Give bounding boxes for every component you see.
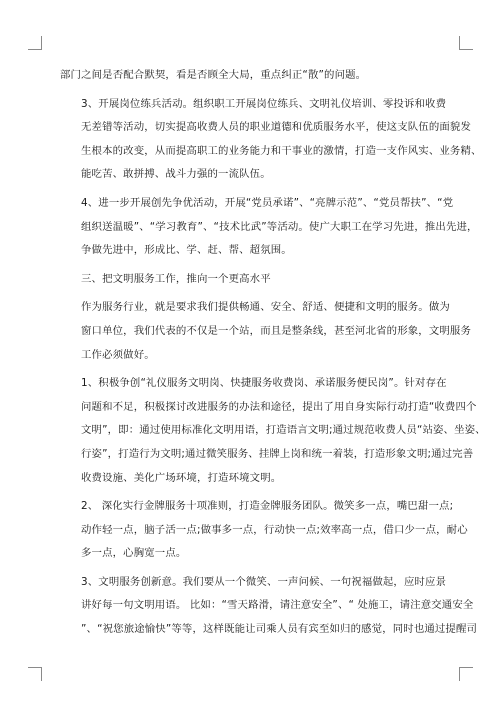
text-line: 作为服务行业，就是要求我们提供畅通、安全、舒适、便捷和文明的服务。做为	[81, 301, 450, 314]
text-line: 能吃苦、敢拼搏、战斗力强的一流队伍。	[81, 168, 271, 181]
text-line: 讲好每一句文明用语。 比如：“雪天路滑，请注意安全”、“ 处施工，请注意交通安全	[81, 599, 474, 612]
text-line: 4、进一步开展创先争优活动，开展“党员承诺”、“亮牌示范”、“党员帮扶”、“党	[81, 196, 454, 209]
document-body	[60, 64, 486, 647]
text-line: 动作轻一点，脑子活一点;做事多一点，行动快一点;效率高一点，借口少一点，耐心	[81, 523, 468, 536]
text-line: 行姿”，打造行为文明;通过微笑服务、挂牌上岗和统一着装，打造形象文明;通过完善	[81, 447, 474, 460]
text-line: 2、 深化实行金牌服务十项准则，打造金牌服务团队。微笑多一点，嘴巴甜一点;	[81, 500, 454, 513]
text-line: 生根本的改变，从而提高职工的业务能力和干事业的激情，打造一支作风实、业务精、	[81, 144, 482, 157]
text-line: 文明”，即：通过使用标准化文明用语，打造语言文明;通过规范收费人员“站姿、坐姿、	[81, 424, 486, 437]
paragraph	[60, 192, 478, 263]
paragraph	[60, 495, 468, 566]
text-line: 部门之间是否配合默契，看是否顾全大局，重点纠正“散”的问题。	[60, 69, 367, 81]
text-line: 多一点，心胸宽一点。	[81, 547, 187, 560]
paragraph	[60, 571, 478, 642]
paragraph	[60, 268, 443, 292]
text-line: 1、积极争创“礼仪服务文明岗、快捷服务收费岗、承诺服务便民岗”。针对存在	[81, 377, 447, 390]
crop-mark-top-left	[28, 36, 42, 50]
paragraph	[60, 93, 482, 187]
text-line: 3、文明服务创新意。我们要从一个微笑、一声问候、一句祝福做起，应时应景	[81, 575, 447, 588]
paragraph	[60, 372, 486, 490]
text-line: 工作必须做好。	[81, 348, 155, 361]
text-line: 3、开展岗位练兵活动。组织职工开展岗位练兵、文明礼仪培训、零投诉和收费	[81, 97, 447, 110]
text-line: ”、“祝您旅途愉快”等等，这样既能让司乘人员有宾至如归的感觉，同时也通过提醒司	[81, 623, 478, 636]
text-line: 窗口单位，我们代表的不仅是一个站，而且是整条线，甚至河北省的形象，文明服务	[81, 324, 471, 337]
text-line: 争做先进中，形成比、学、赶、帮、超氛围。	[81, 244, 292, 257]
crop-mark-top-right	[459, 36, 473, 50]
text-line: 组织送温暖”、“学习教育”、“技术比武”等活动。使广大职工在学习先进，推出先进，	[81, 220, 478, 233]
text-line: 无差错等活动，切实提高收费人员的职业道德和优质服务水平，使这支队伍的面貌发	[81, 121, 471, 134]
paragraph	[60, 64, 443, 88]
text-line: 问题和不足，积极探讨改进服务的办法和途径，提出了用自身实际行动打造“收费四个	[81, 400, 477, 413]
text-line: 收费设施、美化广场环境，打造环境文明。	[81, 471, 282, 484]
crop-mark-bottom-left	[28, 667, 42, 681]
crop-mark-bottom-right	[459, 667, 473, 681]
text-line: 三、把文明服务工作，推向一个更高水平	[81, 272, 271, 285]
paragraph	[60, 296, 471, 367]
